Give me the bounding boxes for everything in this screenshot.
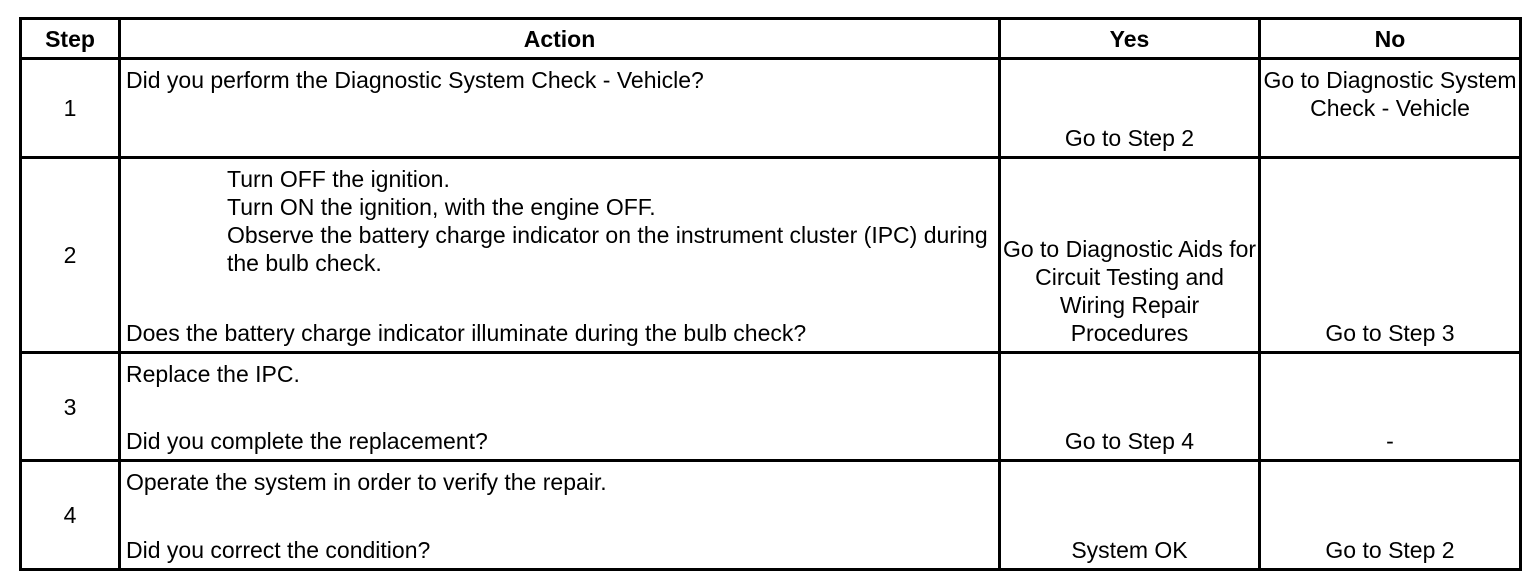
step-number: 4 bbox=[21, 461, 120, 570]
header-no: No bbox=[1260, 19, 1521, 59]
action-cell bbox=[120, 353, 1000, 461]
instruction-item: Turn ON the ignition, with the engine OFF. bbox=[227, 194, 656, 220]
table-row bbox=[21, 461, 1521, 570]
no-result: Go to Diagnostic System Check - Vehicle bbox=[1260, 59, 1521, 158]
yes-result: Go to Step 2 bbox=[1000, 59, 1260, 158]
table-row bbox=[21, 353, 1521, 461]
no-result: Go to Step 3 bbox=[1260, 158, 1521, 353]
header-yes: Yes bbox=[1000, 19, 1260, 59]
step-number: 2 bbox=[21, 158, 120, 353]
step-number: 1 bbox=[21, 59, 120, 158]
instruction-item: Turn OFF the ignition. bbox=[227, 166, 450, 192]
action-question: Does the battery charge indicator illuminate during the bulb check? bbox=[126, 320, 807, 346]
diagnostic-table bbox=[19, 17, 1522, 571]
instruction-list bbox=[227, 165, 998, 277]
step-number: 3 bbox=[21, 353, 120, 461]
action-cell bbox=[120, 59, 1000, 158]
no-result: Go to Step 2 bbox=[1260, 461, 1521, 570]
instruction-item: Observe the battery charge indicator on the instrument cluster (IPC) during the bulb check. bbox=[227, 222, 988, 276]
yes-result: Go to Step 4 bbox=[1000, 353, 1260, 461]
table-row bbox=[21, 59, 1521, 158]
action-instruction: Operate the system in order to verify the repair. bbox=[126, 469, 607, 495]
action-cell bbox=[120, 461, 1000, 570]
action-cell bbox=[120, 158, 1000, 353]
no-result: - bbox=[1260, 353, 1521, 461]
header-step: Step bbox=[21, 19, 120, 59]
action-question: Did you correct the condition? bbox=[126, 537, 431, 563]
yes-result: Go to Diagnostic Aids for Circuit Testing and Wiring Repair Procedures bbox=[1000, 158, 1260, 353]
header-action: Action bbox=[120, 19, 1000, 59]
yes-result: System OK bbox=[1000, 461, 1260, 570]
table-header-row bbox=[21, 19, 1521, 59]
action-question: Did you complete the replacement? bbox=[126, 428, 488, 454]
action-instruction: Replace the IPC. bbox=[126, 361, 300, 387]
action-question: Did you perform the Diagnostic System Check - Vehicle? bbox=[126, 67, 704, 93]
table-row bbox=[21, 158, 1521, 353]
